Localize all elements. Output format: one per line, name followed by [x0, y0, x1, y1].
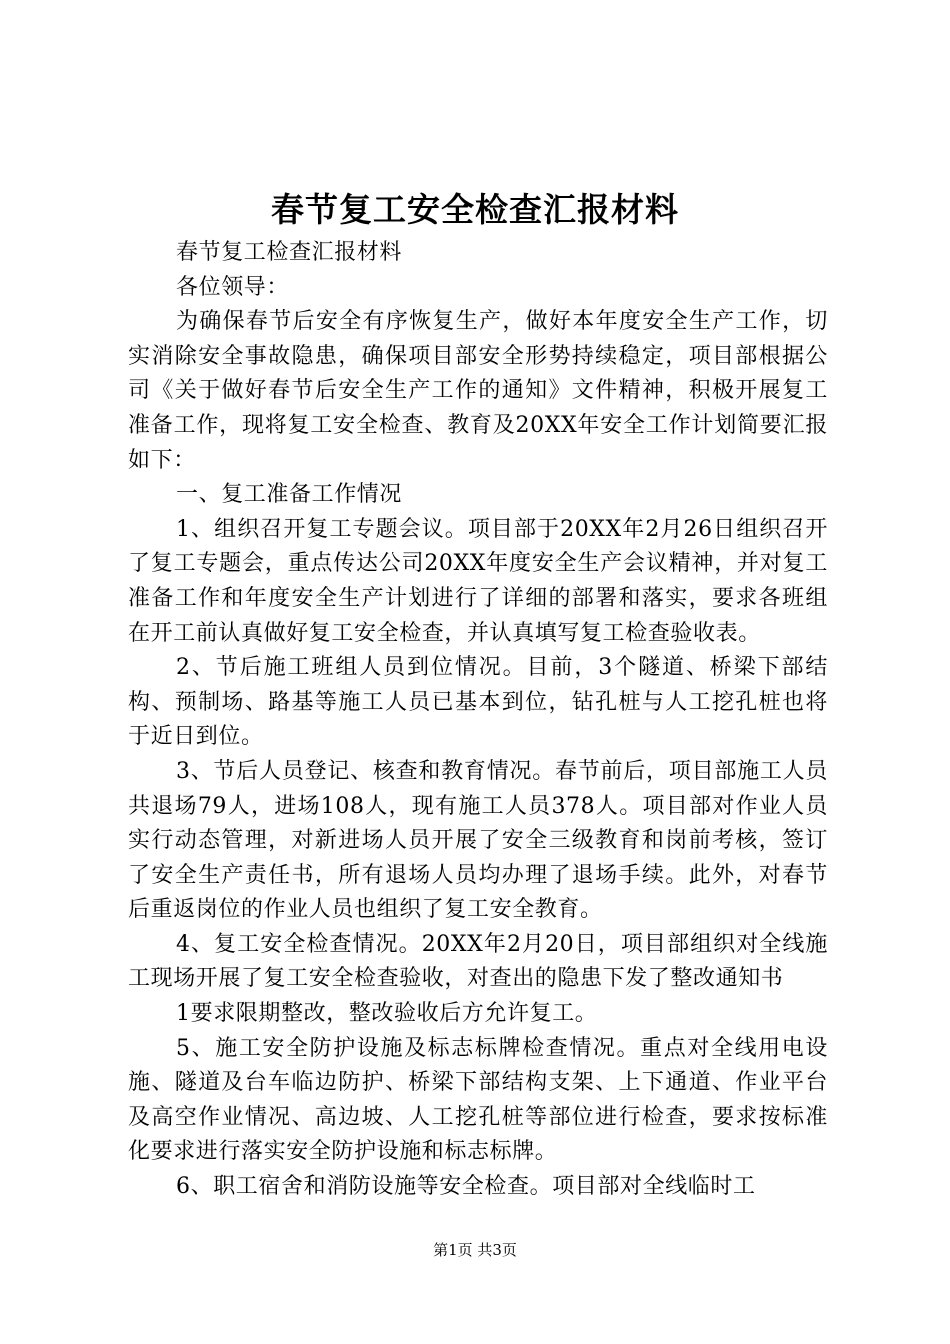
document-title: 春节复工安全检查汇报材料 — [271, 190, 679, 229]
item-4-paragraph: 4、复工安全检查情况。20XX年2月20日，项目部组织对全线施工现场开展了复工安全检查验收，对查出的隐患下发了整改通知书 — [128, 931, 828, 992]
salutation-paragraph: 各位领导： — [176, 274, 290, 300]
document-body — [128, 236, 828, 1205]
item-2-paragraph: 2、节后施工班组人员到位情况。目前，3个隧道、桥梁下部结构、预制场、路基等施工人员已基本到位，钻孔桩与人工挖孔桩也将于近日到位。 — [128, 655, 828, 750]
item-3-paragraph: 3、节后人员登记、核查和教育情况。春节前后，项目部施工人员共退场79人，进场108人，现有施工人员378人。项目部对作业人员实行动态管理，对新进场人员开展了安全三级教育和岗前考核，签订了安全生产责任书，所有退场人员均办理了退场手续。此外，对春节后重返岗位的作业人员也组织了复工安全教育。 — [128, 758, 828, 923]
section-heading: 一、复工准备工作情况 — [176, 482, 403, 508]
subtitle-paragraph: 春节复工检查汇报材料 — [176, 240, 403, 265]
intro-paragraph: 为确保春节后安全有序恢复生产，做好本年度安全生产工作，切实消除安全事故隐患，确保项目部安全形势持续稳定，项目部根据公司《关于做好春节后安全生产工作的通知》文件精神，积极开展复工准备工作，现将复工安全检查、教育及20XX年安全工作计划简要汇报如下： — [128, 309, 828, 473]
item-5-paragraph: 5、施工安全防护设施及标志标牌检查情况。重点对全线用电设施、隧道及台车临边防护、桥梁下部结构支架、上下通道、作业平台及高空作业情况、高边坡、人工挖孔桩等部位进行检查，要求按标准化要求进行落实安全防护设施和标志标牌。 — [128, 1035, 828, 1165]
page-number: 第1页 共3页 — [433, 1241, 517, 1259]
item-4-continuation: 1要求限期整改，整改验收后方允许复工。 — [176, 1001, 598, 1027]
item-6-paragraph: 6、职工宿舍和消防设施等安全检查。项目部对全线临时工 — [176, 1174, 756, 1200]
item-1-paragraph: 1、组织召开复工专题会议。项目部于20XX年2月26日组织召开了复工专题会，重点传达公司20XX年度安全生产会议精神，并对复工准备工作和年度安全生产计划进行了详细的部署和落实，要求各班组在开工前认真做好复工安全检查，并认真填写复工检查验收表。 — [128, 516, 828, 646]
